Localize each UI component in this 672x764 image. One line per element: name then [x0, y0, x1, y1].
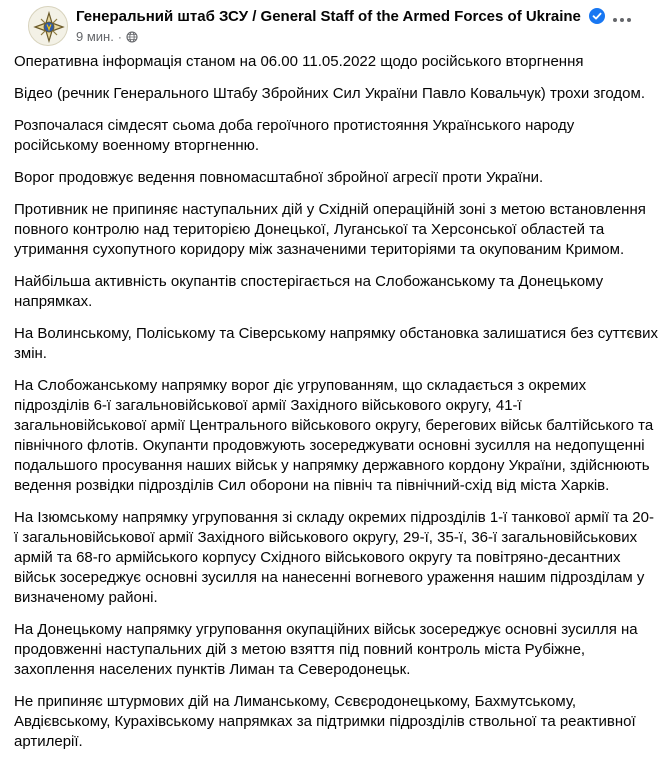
post-paragraph: Відео (речник Генерального Штабу Збройних Сил України Павло Ковальчук) трохи згодом. — [14, 85, 645, 102]
globe-icon[interactable] — [126, 31, 138, 43]
post-paragraph: На Волинському, Поліському та Сіверському напрямку обстановка залишатися без суттєвих змін. — [14, 325, 659, 362]
emblem-svg — [29, 7, 68, 46]
post-paragraph: На Слобожанському напрямку ворог діє угрупованням, що складається з окремих підрозділів 6-ї загальновійськової армії Західного військового округу, 41-ї загальновійськової армії Центрального військового округу, берегових військ балтійського та північного флотів. Окупанти продовжують зосереджувати основні зусилля на недопущенні подальшого просування наших військ у напрямку державного кордону України, здійснюють ведення розвідки підрозділів Сил оборони на північ та північний-схід від міста Харків. — [14, 377, 654, 494]
post-paragraph: Ворог продовжує ведення повномасштабної збройної агресії проти України. — [14, 169, 544, 186]
emblem-icon[interactable] — [28, 6, 68, 46]
post-paragraph: Найбільша активність окупантів спостерігається на Слобожанському та Донецькому напрямках. — [14, 273, 604, 310]
more-dot — [627, 18, 631, 22]
more-dot — [620, 18, 624, 22]
post-paragraph: Оперативна інформація станом на 06.00 11.05.2022 щодо російського вторгнення — [14, 53, 584, 70]
separator-dot: · — [117, 29, 122, 44]
more-dot — [613, 18, 617, 22]
verified-badge-icon — [589, 8, 605, 24]
post-author[interactable] — [76, 8, 605, 25]
more-options-icon[interactable] — [608, 10, 636, 30]
post-paragraph: Не припиняє штурмових дій на Лиманському, Сєвєродонецькому, Бахмутському, Авдієвському, Курахівському напрямках за підтримки підрозділів ствольної та реактивної артилерії. — [14, 693, 636, 750]
post-paragraph: На Ізюмському напрямку угруповання зі складу окремих підрозділів 1-ї танкової армії та 20-ї загальновійськової армії Західного військового округу, 29-ї, 35-ї, 36-ї загальновійськових армій та 68-го армійського корпусу Східного військового округу та повітряно-десантних військ зосереджує основні зусилля на нанесенні вогневого ураження нашим підрозділам у визначеному районі. — [14, 509, 654, 606]
post-paragraph: На Донецькому напрямку угруповання окупаційних військ зосереджує основні зусилля на продовженні наступальних дій з метою взяття під повний контроль міста Рубіжне, захоплення населених пунктів Лиман та Северодонецьк. — [14, 621, 638, 678]
post-meta — [76, 29, 138, 44]
author-name[interactable]: Генеральний штаб ЗСУ / General Staff of the Armed Forces of Ukraine — [76, 8, 581, 25]
post-paragraph: Розпочалася сімдесят сьома доба героїчного протистояння Українського народу російському военному вторгненню. — [14, 117, 575, 154]
post-time[interactable]: 9 мин. — [76, 29, 114, 44]
post-header — [14, 0, 658, 52]
post-paragraph: Противник не припиняє наступальних дій у Східній операційній зоні з метою встановлення повного контролю над територією Донецької, Луганської та Херсонської областей та утримання сухопутного коридору між зазначеними територіями та окупованим Кримом. — [14, 201, 646, 258]
post-content — [14, 52, 658, 764]
